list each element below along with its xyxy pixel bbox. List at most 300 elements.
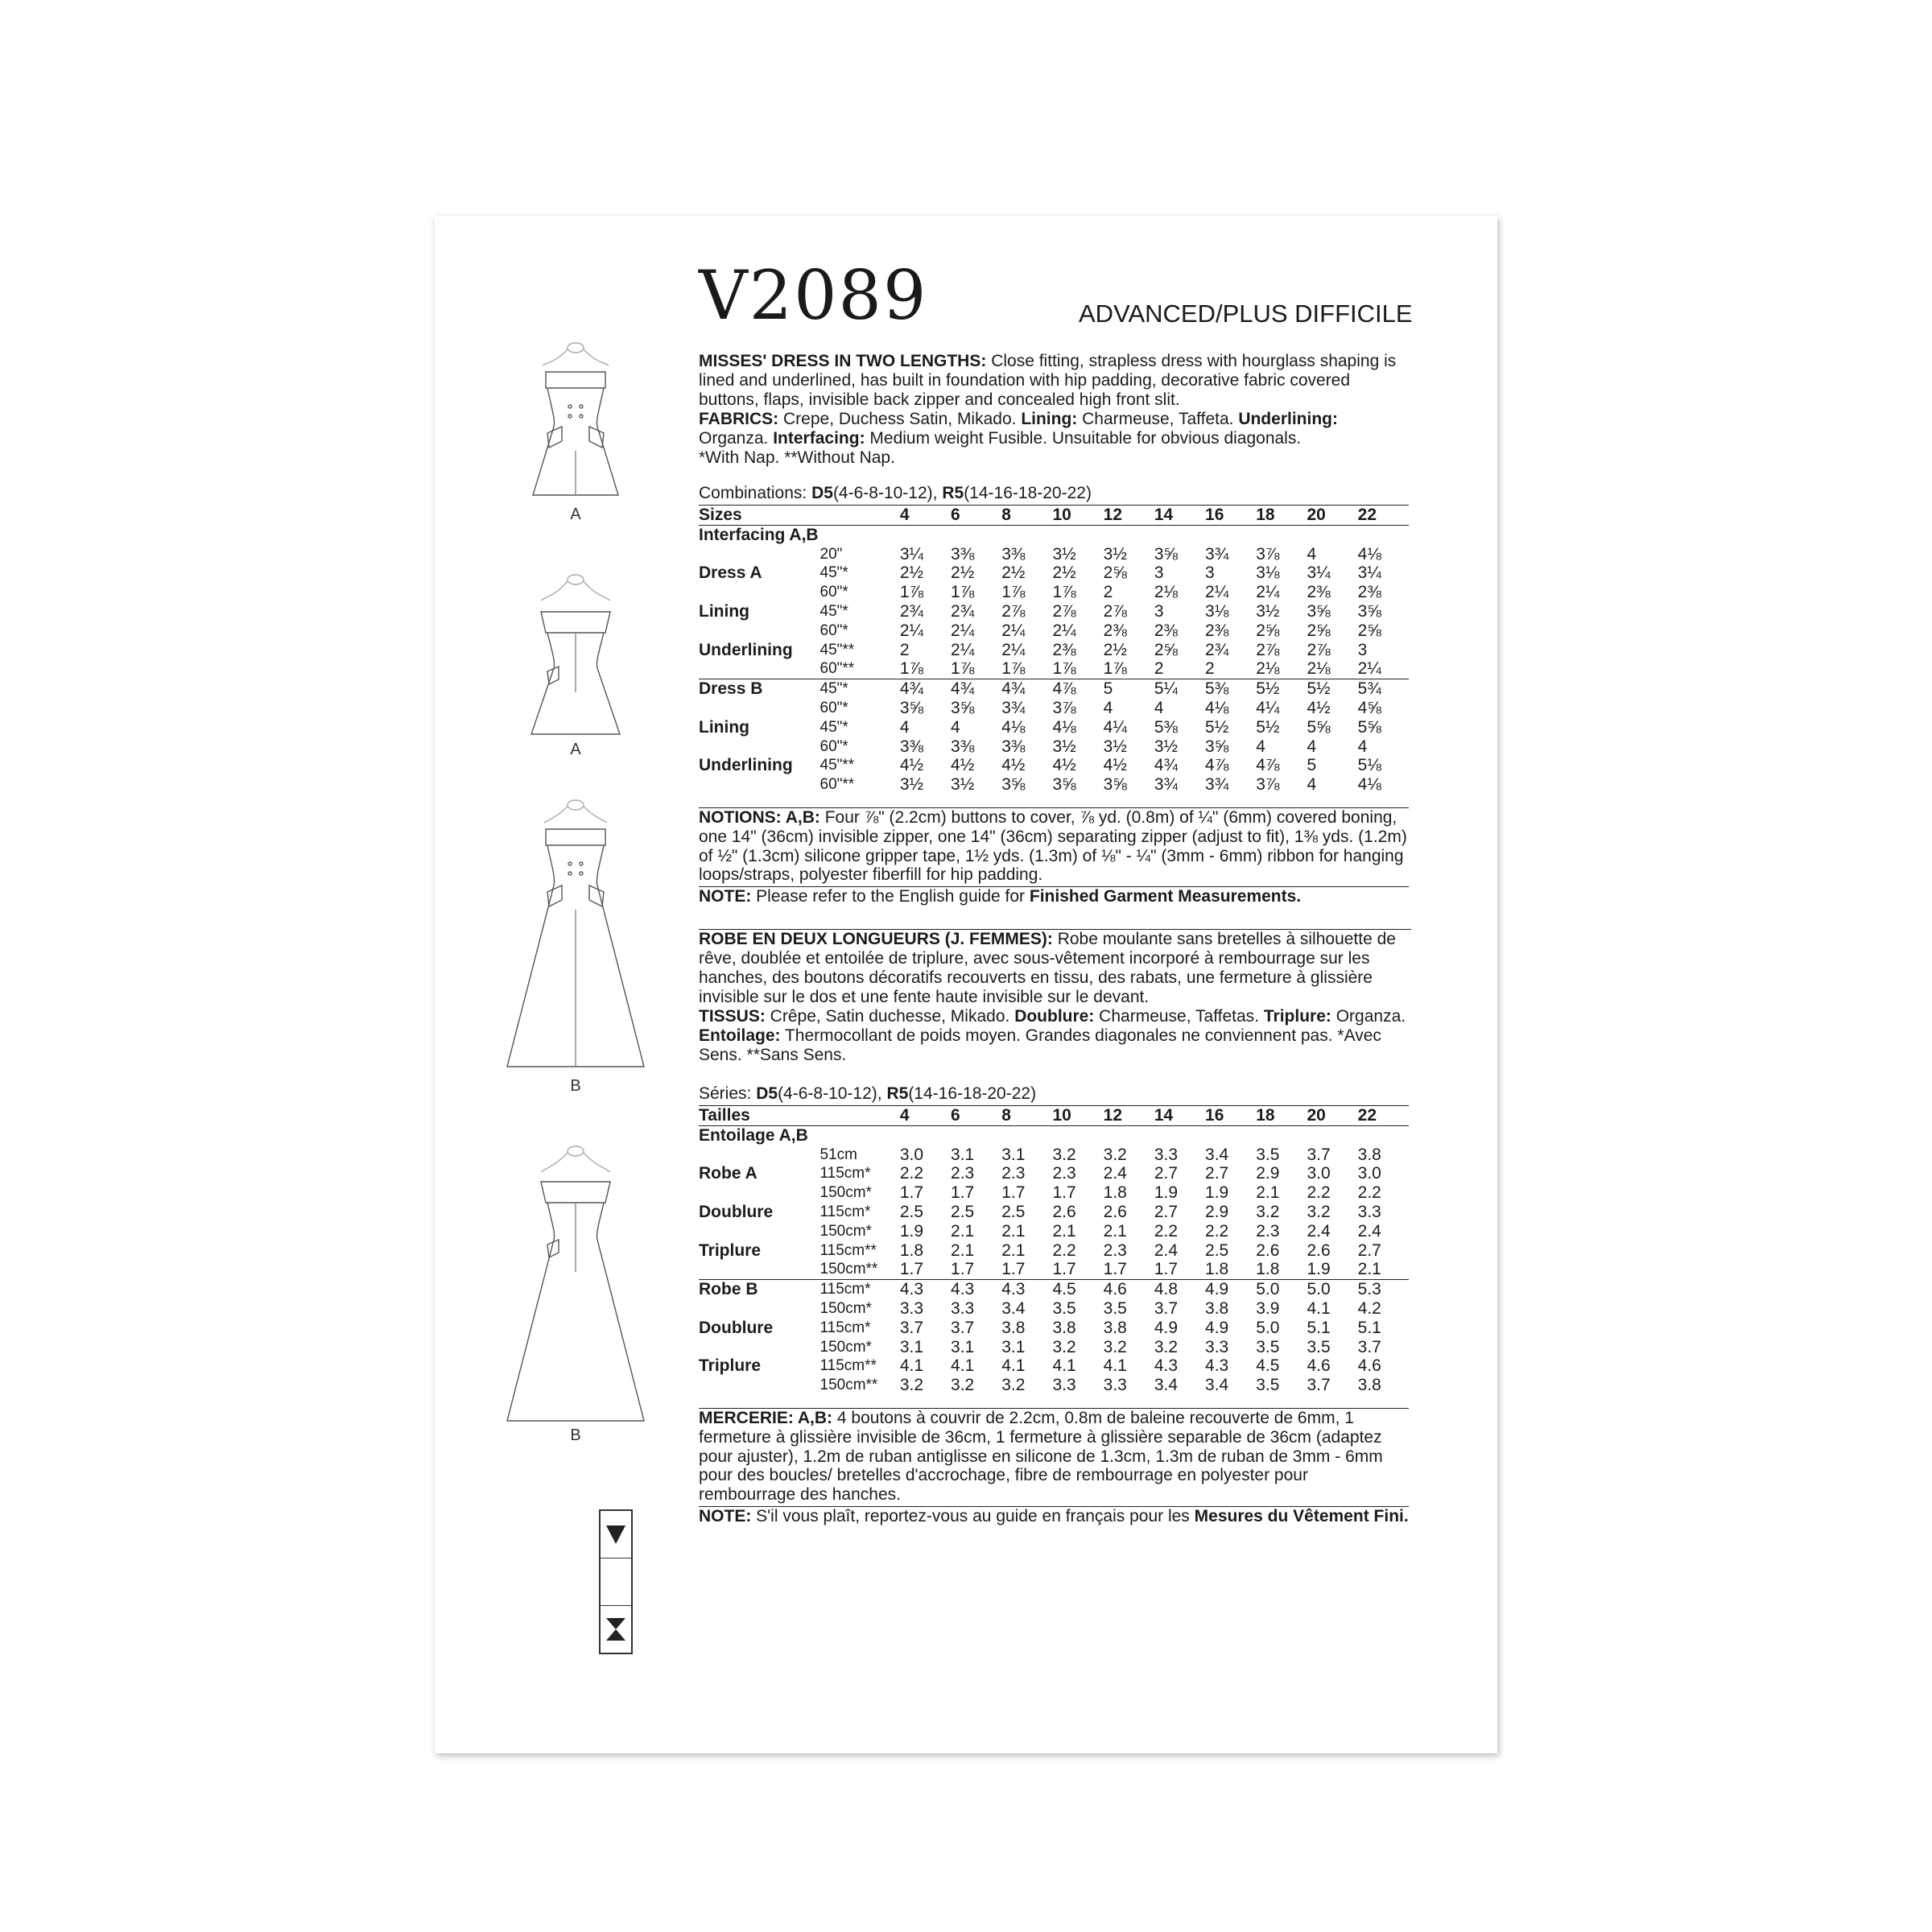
yardage-cell xyxy=(1052,525,1103,544)
fabric-width: 150cm** xyxy=(819,1261,878,1278)
yardage-cell: 1.7 xyxy=(951,1183,975,1203)
description-text: Robe moulante sans bretelles à silhouette de rêve, doublée et entoilée de triplure, avec sous-vêtement incorporé à rembourrage sur les hanches, des boutons décoratifs recouverts en tissu, des rabats, une fermeture à glissière invisible sur le dos et une fente haute invisible sur le devant. xyxy=(699,930,1396,1006)
yardage-cell: 5⅝ xyxy=(1307,717,1331,737)
combinations-prefix: Combinations: xyxy=(699,484,812,502)
fabric-width: 150cm* xyxy=(819,1299,872,1317)
yardage-cell: 1⅞ xyxy=(1052,583,1076,602)
table-row xyxy=(699,1183,1409,1203)
fabric-width: 115cm* xyxy=(819,1203,871,1220)
yardage-cell: 3⅜ xyxy=(899,737,924,756)
note-label: NOTE: xyxy=(699,1507,752,1525)
yardage-cell: 4¾ xyxy=(1001,679,1052,699)
row-label: Lining xyxy=(699,601,749,621)
table-row xyxy=(699,1376,1409,1395)
yardage-cell: 2⅜ xyxy=(1052,640,1076,659)
fabric-width: 45"** xyxy=(819,641,855,658)
fabrics-label: TISSUS: xyxy=(699,1007,766,1026)
lining-label: Doublure: xyxy=(1014,1007,1095,1026)
yardage-cell: 3 xyxy=(1357,640,1368,659)
yardage-cell: 4¼ xyxy=(1103,717,1127,737)
size-header-cell: 14 xyxy=(1154,1106,1205,1126)
yardage-cell: 4¼ xyxy=(1256,698,1280,717)
yardage-cell: 2.2 xyxy=(1205,1221,1229,1241)
difficulty-level: ADVANCED/PLUS DIFFICILE xyxy=(1079,299,1413,328)
yardage-cell: 2⅝ xyxy=(1154,640,1179,659)
fabric-width: 150cm* xyxy=(819,1222,872,1240)
combinations-prefix: Séries: xyxy=(699,1084,757,1103)
row-label xyxy=(699,1183,820,1203)
yardage-cell: 3.1 xyxy=(951,1145,975,1164)
size-header-cell: 20 xyxy=(1307,1106,1357,1126)
row-label: Underlining xyxy=(699,756,793,775)
yardage-cell: 4⅞ xyxy=(1052,679,1103,699)
yardage-cell: 3.1 xyxy=(899,1337,924,1356)
note-label: NOTE: xyxy=(699,887,752,906)
yardage-cell: 3.7 xyxy=(951,1318,975,1337)
yardage-cell: 2.9 xyxy=(1256,1164,1280,1183)
yardage-cell: 4½ xyxy=(1307,698,1331,717)
yardage-cell: 3.8 xyxy=(1001,1318,1026,1337)
yardage-cell: 1.7 xyxy=(951,1260,975,1279)
yardage-cell: 2⅞ xyxy=(1307,640,1331,659)
yardage-cell: 2.2 xyxy=(1052,1241,1076,1260)
fabric-width: 150cm** xyxy=(819,1377,878,1394)
yardage-cell: 1⅞ xyxy=(1001,659,1026,679)
yardage-cell: 4½ xyxy=(899,756,924,775)
row-label: Triplure xyxy=(699,1241,762,1260)
yardage-cell: 3.7 xyxy=(1307,1376,1331,1395)
yardage-cell: 1.7 xyxy=(1001,1183,1026,1203)
yardage-cell: 3.5 xyxy=(1307,1337,1331,1356)
yardage-cell: 4 xyxy=(1307,544,1317,564)
yardage-cell: 4.2 xyxy=(1357,1298,1381,1318)
yardage-cell: 1.7 xyxy=(1154,1260,1179,1279)
table-row xyxy=(699,525,1409,544)
yardage-cell: 2.1 xyxy=(951,1221,975,1241)
row-label: Underlining xyxy=(699,640,793,659)
yardage-cell: 3.4 xyxy=(1154,1376,1179,1395)
yardage-cell: 3.3 xyxy=(899,1298,924,1318)
sizes-label: Tailles xyxy=(699,1106,820,1126)
size-header-cell: 4 xyxy=(900,506,951,526)
yardage-cell: 4½ xyxy=(951,756,975,775)
fabric-width xyxy=(820,525,900,544)
figure-label: B xyxy=(570,1426,581,1444)
row-label: Dress B xyxy=(699,679,820,699)
yardage-cell: 2⅜ xyxy=(1307,583,1331,602)
fabrics-text: Crêpe, Satin duchesse, Mikado. xyxy=(765,1007,1015,1026)
yardage-cell: 3.5 xyxy=(1052,1298,1076,1318)
yardage-cell: 2¾ xyxy=(899,601,924,621)
yardage-cell: 5⅝ xyxy=(1357,717,1381,737)
yardage-cell: 1.7 xyxy=(1052,1183,1076,1203)
yardage-cell: 4.6 xyxy=(1104,1280,1154,1299)
yardage-cell: 2.9 xyxy=(1205,1202,1229,1221)
fabric-width: 115cm* xyxy=(820,1280,900,1299)
dress-b-back-drawing xyxy=(491,1135,660,1444)
yardage-cell: 5⅜ xyxy=(1205,679,1256,699)
yardage-cell: 3.8 xyxy=(1357,1145,1381,1164)
yardage-cell: 2⅜ xyxy=(1357,583,1381,602)
fabric-width: 60"* xyxy=(819,699,848,716)
yardage-cell: 4.9 xyxy=(1154,1318,1179,1337)
yardage-cell: 4.3 xyxy=(951,1280,1001,1299)
fabric-width: 115cm** xyxy=(819,1357,877,1375)
yardage-cell: 5⅜ xyxy=(1154,717,1179,737)
yardage-cell: 3.0 xyxy=(1357,1164,1381,1183)
nap-note: *With Nap. **Without Nap. xyxy=(699,448,895,467)
yardage-cell xyxy=(1154,1125,1205,1145)
yardage-cell: 2.3 xyxy=(1256,1221,1280,1241)
row-label xyxy=(699,583,820,602)
table-row xyxy=(699,659,1409,679)
yardage-cell: 3 xyxy=(1154,601,1164,621)
yardage-cell: 2¼ xyxy=(951,640,975,659)
yardage-cell: 3.7 xyxy=(1357,1337,1381,1356)
size-header-cell: 12 xyxy=(1104,1106,1154,1126)
yardage-cell: 3⅝ xyxy=(1103,775,1127,795)
yardage-cell: 2¼ xyxy=(1357,659,1381,679)
yardage-cell: 3.7 xyxy=(1154,1298,1179,1318)
english-description xyxy=(699,352,1411,468)
yardage-cell: 3½ xyxy=(951,775,975,795)
yardage-cell: 3⅜ xyxy=(951,544,975,564)
yardage-cell: 3.1 xyxy=(951,1337,975,1356)
combo-d5-sizes: (4-6-8-10-12), xyxy=(832,484,943,502)
yardage-cell: 3½ xyxy=(1103,737,1127,756)
yardage-cell: 1.7 xyxy=(899,1260,924,1279)
yardage-cell: 4.6 xyxy=(1357,1356,1381,1376)
table-row xyxy=(699,602,1409,621)
yardage-cell: 5½ xyxy=(1205,717,1229,737)
width-header xyxy=(820,506,900,526)
yardage-cell: 1⅞ xyxy=(951,583,975,602)
yardage-cell: 2¾ xyxy=(951,601,975,621)
fabric-width: 60"* xyxy=(819,584,848,601)
yardage-cell: 3.5 xyxy=(1103,1298,1127,1318)
fabric-width: 60"* xyxy=(819,621,848,639)
yardage-cell: 2.2 xyxy=(899,1164,924,1183)
yardage-cell: 3.3 xyxy=(1103,1376,1127,1395)
combo-r5-sizes: (14-16-18-20-22) xyxy=(908,1084,1037,1103)
yardage-cell: 4⅛ xyxy=(1357,775,1381,795)
yardage-cell: 1⅞ xyxy=(1103,659,1127,679)
yardage-cell: 5¾ xyxy=(1358,679,1409,699)
size-header-row xyxy=(699,1106,1409,1126)
french-description xyxy=(699,929,1411,1065)
yardage-cell: 3⅝ xyxy=(1357,601,1381,621)
yardage-cell: 2 xyxy=(1154,659,1164,679)
yardage-cell xyxy=(1104,525,1154,544)
row-label xyxy=(699,775,820,795)
yardage-cell xyxy=(1256,1125,1307,1145)
yardage-cell: 4 xyxy=(899,717,910,737)
description-text: Close fitting, strapless dress with hourglass shaping is lined and underlined, has built in foundation with hip padding, decorative fabric covered buttons, flaps, invisible back zipper and concealed high front slit. xyxy=(699,352,1397,409)
hourglass-icon xyxy=(601,1606,631,1653)
yardage-cell: 3⅛ xyxy=(1205,601,1229,621)
size-header-cell: 12 xyxy=(1104,506,1154,526)
yardage-cell: 3⅝ xyxy=(1205,737,1229,756)
yardage-cell: 4.1 xyxy=(1052,1356,1076,1376)
note-text: Please refer to the English guide for xyxy=(751,887,1030,906)
yardage-cell: 3¼ xyxy=(899,544,924,564)
yardage-cell xyxy=(1001,525,1052,544)
row-label xyxy=(699,1260,820,1279)
yardage-cell: 1.9 xyxy=(1205,1183,1229,1203)
underlining-text: Organza. xyxy=(1331,1007,1406,1026)
yardage-cell: 2½ xyxy=(1052,564,1076,583)
notions-text: Four ⅞" (2.2cm) buttons to cover, ⅞ yd. (0.8m) of ¼" (6mm) covered boning, one 14" (36cm) invisible zipper, one 14" (36cm) separating zipper (adjust to fit), 1⅜ yds. (1.2m) of ½" (1.3cm) silicone gripper tape, 1½ yds. (1.3m) of ⅛" - ¼" (3mm - 6mm) ribbon for hanging loops/straps, polyester fiberfill for hip padding. xyxy=(699,808,1407,885)
yardage-cell: 4.1 xyxy=(1103,1356,1127,1376)
size-header-cell: 6 xyxy=(951,506,1001,526)
yardage-cell: 2⅝ xyxy=(1357,621,1381,640)
english-note xyxy=(699,886,1409,906)
yardage-cell: 2.1 xyxy=(1256,1183,1280,1203)
yardage-cell xyxy=(1256,525,1307,544)
row-label: Robe A xyxy=(699,1164,758,1183)
yardage-cell: 2¾ xyxy=(1205,640,1229,659)
yardage-cell xyxy=(951,525,1001,544)
row-label: Entoilage A,B xyxy=(699,1125,808,1145)
yardage-cell: 5⅛ xyxy=(1357,756,1381,775)
yardage-cell: 1.9 xyxy=(899,1221,924,1241)
yardage-cell: 3⅞ xyxy=(1052,698,1076,717)
yardage-cell: 3 xyxy=(1205,564,1215,583)
yardage-cell: 4.1 xyxy=(1307,1298,1331,1318)
yardage-cell: 2¼ xyxy=(899,621,924,640)
yardage-cell: 2.2 xyxy=(1307,1183,1331,1203)
yardage-cell: 4 xyxy=(1154,698,1164,717)
yardage-cell: 3¾ xyxy=(1205,775,1229,795)
yardage-cell: 2.3 xyxy=(1103,1241,1127,1260)
yardage-cell: 3.5 xyxy=(1256,1145,1280,1164)
row-label xyxy=(699,699,820,718)
yardage-cell: 3.7 xyxy=(899,1318,924,1337)
yardage-cell: 2.6 xyxy=(1256,1241,1280,1260)
underlining-label: Triplure: xyxy=(1263,1007,1331,1026)
combo-d5: D5 xyxy=(756,1084,778,1103)
row-label: Lining xyxy=(699,717,749,737)
yardage-cell: 1.8 xyxy=(1256,1260,1280,1279)
yardage-cell: 3.2 xyxy=(1256,1202,1280,1221)
row-label xyxy=(699,659,820,679)
yardage-cell xyxy=(1052,1125,1103,1145)
yardage-cell: 3.3 xyxy=(951,1298,975,1318)
fabrics-text: Crepe, Duchess Satin, Mikado. xyxy=(778,410,1022,428)
yardage-cell: 2⅝ xyxy=(1103,564,1127,583)
yardage-cell: 3.9 xyxy=(1256,1298,1280,1318)
yardage-cell: 3.0 xyxy=(1307,1164,1331,1183)
yardage-cell: 4.8 xyxy=(1154,1280,1205,1299)
yardage-cell: 3⅞ xyxy=(1256,544,1280,564)
yardage-cell: 2.3 xyxy=(951,1164,975,1183)
yardage-cell: 5½ xyxy=(1307,679,1357,699)
yardage-cell: 4.1 xyxy=(899,1356,924,1376)
yardage-cell: 2.4 xyxy=(1357,1221,1381,1241)
yardage-cell xyxy=(1307,1125,1357,1145)
yardage-cell: 2¼ xyxy=(1256,583,1280,602)
notions-label: NOTIONS: A,B: xyxy=(699,808,820,827)
size-header-cell: 20 xyxy=(1307,506,1357,526)
nap-symbol-box xyxy=(599,1509,633,1654)
yardage-cell: 2.1 xyxy=(1052,1221,1076,1241)
fabric-width: 45"* xyxy=(819,602,848,620)
yardage-cell: 2⅞ xyxy=(1052,601,1076,621)
combo-r5: R5 xyxy=(886,1084,909,1103)
yardage-cell: 2.7 xyxy=(1154,1164,1179,1183)
yardage-cell: 3.4 xyxy=(1001,1298,1026,1318)
yardage-cell: 4½ xyxy=(1052,756,1076,775)
size-header-cell: 22 xyxy=(1358,1106,1409,1126)
yardage-cell: 2¼ xyxy=(1001,640,1026,659)
row-label xyxy=(699,545,820,564)
yardage-cell: 2.7 xyxy=(1205,1164,1229,1183)
yardage-cell: 3½ xyxy=(1154,737,1179,756)
size-header-row xyxy=(699,506,1409,526)
yardage-cell: 2.1 xyxy=(1001,1221,1026,1241)
yardage-cell: 2 xyxy=(899,640,910,659)
yardage-cell: 2.5 xyxy=(1205,1241,1229,1260)
yardage-cell: 2.4 xyxy=(1154,1241,1179,1260)
yardage-cell: 4.1 xyxy=(951,1356,975,1376)
yardage-cell: 2 xyxy=(1103,583,1113,602)
yardage-cell: 3.2 xyxy=(1103,1145,1127,1164)
yardage-cell: 4⅛ xyxy=(1205,698,1229,717)
yardage-cell xyxy=(1358,1125,1409,1145)
yardage-cell: 4⅝ xyxy=(1357,698,1381,717)
yardage-cell xyxy=(1001,1125,1052,1145)
yardage-cell: 2.5 xyxy=(899,1202,924,1221)
table-row xyxy=(699,1241,1409,1261)
row-label xyxy=(699,1146,820,1165)
yardage-cell: 2¼ xyxy=(1205,583,1229,602)
yardage-cell: 1.9 xyxy=(1154,1183,1179,1203)
yardage-cell: 2⅜ xyxy=(1205,621,1229,640)
row-label: Doublure xyxy=(699,1202,774,1221)
fabric-width: 115cm** xyxy=(819,1241,877,1259)
yardage-cell: 2.2 xyxy=(1357,1183,1381,1203)
french-yardage-table xyxy=(699,1105,1409,1395)
table-row xyxy=(699,1146,1409,1165)
yardage-cell: 2⅞ xyxy=(1103,601,1127,621)
yardage-cell: 3⅝ xyxy=(951,698,975,717)
yardage-cell: 1.7 xyxy=(1001,1260,1026,1279)
yardage-cell: 2⅛ xyxy=(1307,659,1331,679)
yardage-cell: 3 xyxy=(1154,564,1164,583)
yardage-cell: 3⅜ xyxy=(1001,544,1026,564)
row-label xyxy=(699,1299,820,1319)
yardage-cell: 2.5 xyxy=(951,1202,975,1221)
fabric-width: 150cm* xyxy=(819,1184,872,1202)
yardage-cell: 2½ xyxy=(1103,640,1127,659)
yardage-cell: 4⅞ xyxy=(1256,756,1280,775)
yardage-cell: 5½ xyxy=(1256,679,1307,699)
yardage-cell: 3.0 xyxy=(899,1145,924,1164)
table-row xyxy=(699,564,1409,583)
size-header-cell: 4 xyxy=(900,1106,951,1126)
yardage-cell: 3.7 xyxy=(1307,1145,1331,1164)
yardage-cell: 3.2 xyxy=(1103,1337,1127,1356)
yardage-cell: 3¼ xyxy=(1357,564,1381,583)
yardage-cell: 4¾ xyxy=(900,679,951,699)
combo-d5-sizes: (4-6-8-10-12), xyxy=(778,1084,887,1103)
table-row xyxy=(699,1260,1409,1279)
fabric-width: 115cm* xyxy=(819,1165,871,1183)
dress-a-back-drawing xyxy=(491,564,660,758)
yardage-cell: 4⅛ xyxy=(1357,544,1381,564)
fabric-width xyxy=(820,1125,900,1145)
yardage-cell: 4.5 xyxy=(1052,1280,1103,1299)
yardage-cell: 2½ xyxy=(899,564,924,583)
yardage-cell xyxy=(1104,1125,1154,1145)
yardage-cell: 2⅜ xyxy=(1103,621,1127,640)
fabric-width: 45"* xyxy=(820,679,900,699)
yardage-cell: 1.7 xyxy=(899,1183,924,1203)
yardage-cell: 3¾ xyxy=(1205,544,1229,564)
table-row xyxy=(699,1356,1409,1376)
row-label: Robe B xyxy=(699,1280,820,1299)
yardage-cell: 3.2 xyxy=(1001,1376,1026,1395)
sizes-label: Sizes xyxy=(699,506,820,526)
yardage-cell: 5.3 xyxy=(1358,1280,1409,1299)
yardage-cell: 3.4 xyxy=(1205,1376,1229,1395)
table-row xyxy=(699,545,1409,564)
dress-a-front-drawing xyxy=(491,330,660,523)
table-row xyxy=(699,1338,1409,1357)
yardage-cell: 3.3 xyxy=(1154,1145,1179,1164)
yardage-cell: 1⅞ xyxy=(1001,583,1026,602)
yardage-cell: 2.3 xyxy=(1052,1164,1076,1183)
yardage-cell: 4⅛ xyxy=(1001,717,1026,737)
fabric-width: 60"** xyxy=(819,776,855,794)
yardage-cell: 4.9 xyxy=(1205,1318,1229,1337)
yardage-cell: 3.2 xyxy=(1052,1145,1076,1164)
lining-text: Charmeuse, Taffeta. xyxy=(1077,410,1239,428)
yardage-cell: 2.1 xyxy=(1357,1260,1381,1279)
yardage-cell: 3⅝ xyxy=(1052,775,1076,795)
pattern-number: V2089 xyxy=(699,256,928,335)
french-notions xyxy=(699,1408,1409,1505)
yardage-cell: 5.1 xyxy=(1307,1318,1331,1337)
yardage-cell: 4½ xyxy=(1001,756,1026,775)
yardage-cell: 3.2 xyxy=(951,1376,975,1395)
table-row xyxy=(699,641,1409,660)
yardage-cell: 3.5 xyxy=(1256,1337,1280,1356)
yardage-cell: 5 xyxy=(1307,756,1317,775)
yardage-cell: 3½ xyxy=(1256,601,1280,621)
underlining-label: Underlining: xyxy=(1238,410,1338,428)
yardage-cell: 3.3 xyxy=(1052,1376,1076,1395)
fabric-width: 45"* xyxy=(819,718,848,736)
english-yardage-table xyxy=(699,505,1409,795)
yardage-cell: 3.2 xyxy=(1052,1337,1076,1356)
table-row xyxy=(699,679,1409,699)
fabric-width: 60"* xyxy=(819,737,848,755)
yardage-cell: 3.2 xyxy=(1154,1337,1179,1356)
size-header-cell: 18 xyxy=(1256,506,1307,526)
row-label: Interfacing A,B xyxy=(699,525,819,544)
yardage-cell: 1⅞ xyxy=(951,659,975,679)
yardage-cell: 2.4 xyxy=(1103,1164,1127,1183)
yardage-cell: 3.8 xyxy=(1052,1318,1076,1337)
yardage-cell: 3⅝ xyxy=(899,698,924,717)
combo-r5: R5 xyxy=(942,484,964,502)
yardage-cell: 2.1 xyxy=(951,1241,975,1260)
lining-text: Charmeuse, Taffetas. xyxy=(1094,1007,1264,1026)
yardage-cell: 1⅞ xyxy=(899,583,924,602)
yardage-cell: 3.8 xyxy=(1103,1318,1127,1337)
size-header-cell: 8 xyxy=(1001,506,1052,526)
